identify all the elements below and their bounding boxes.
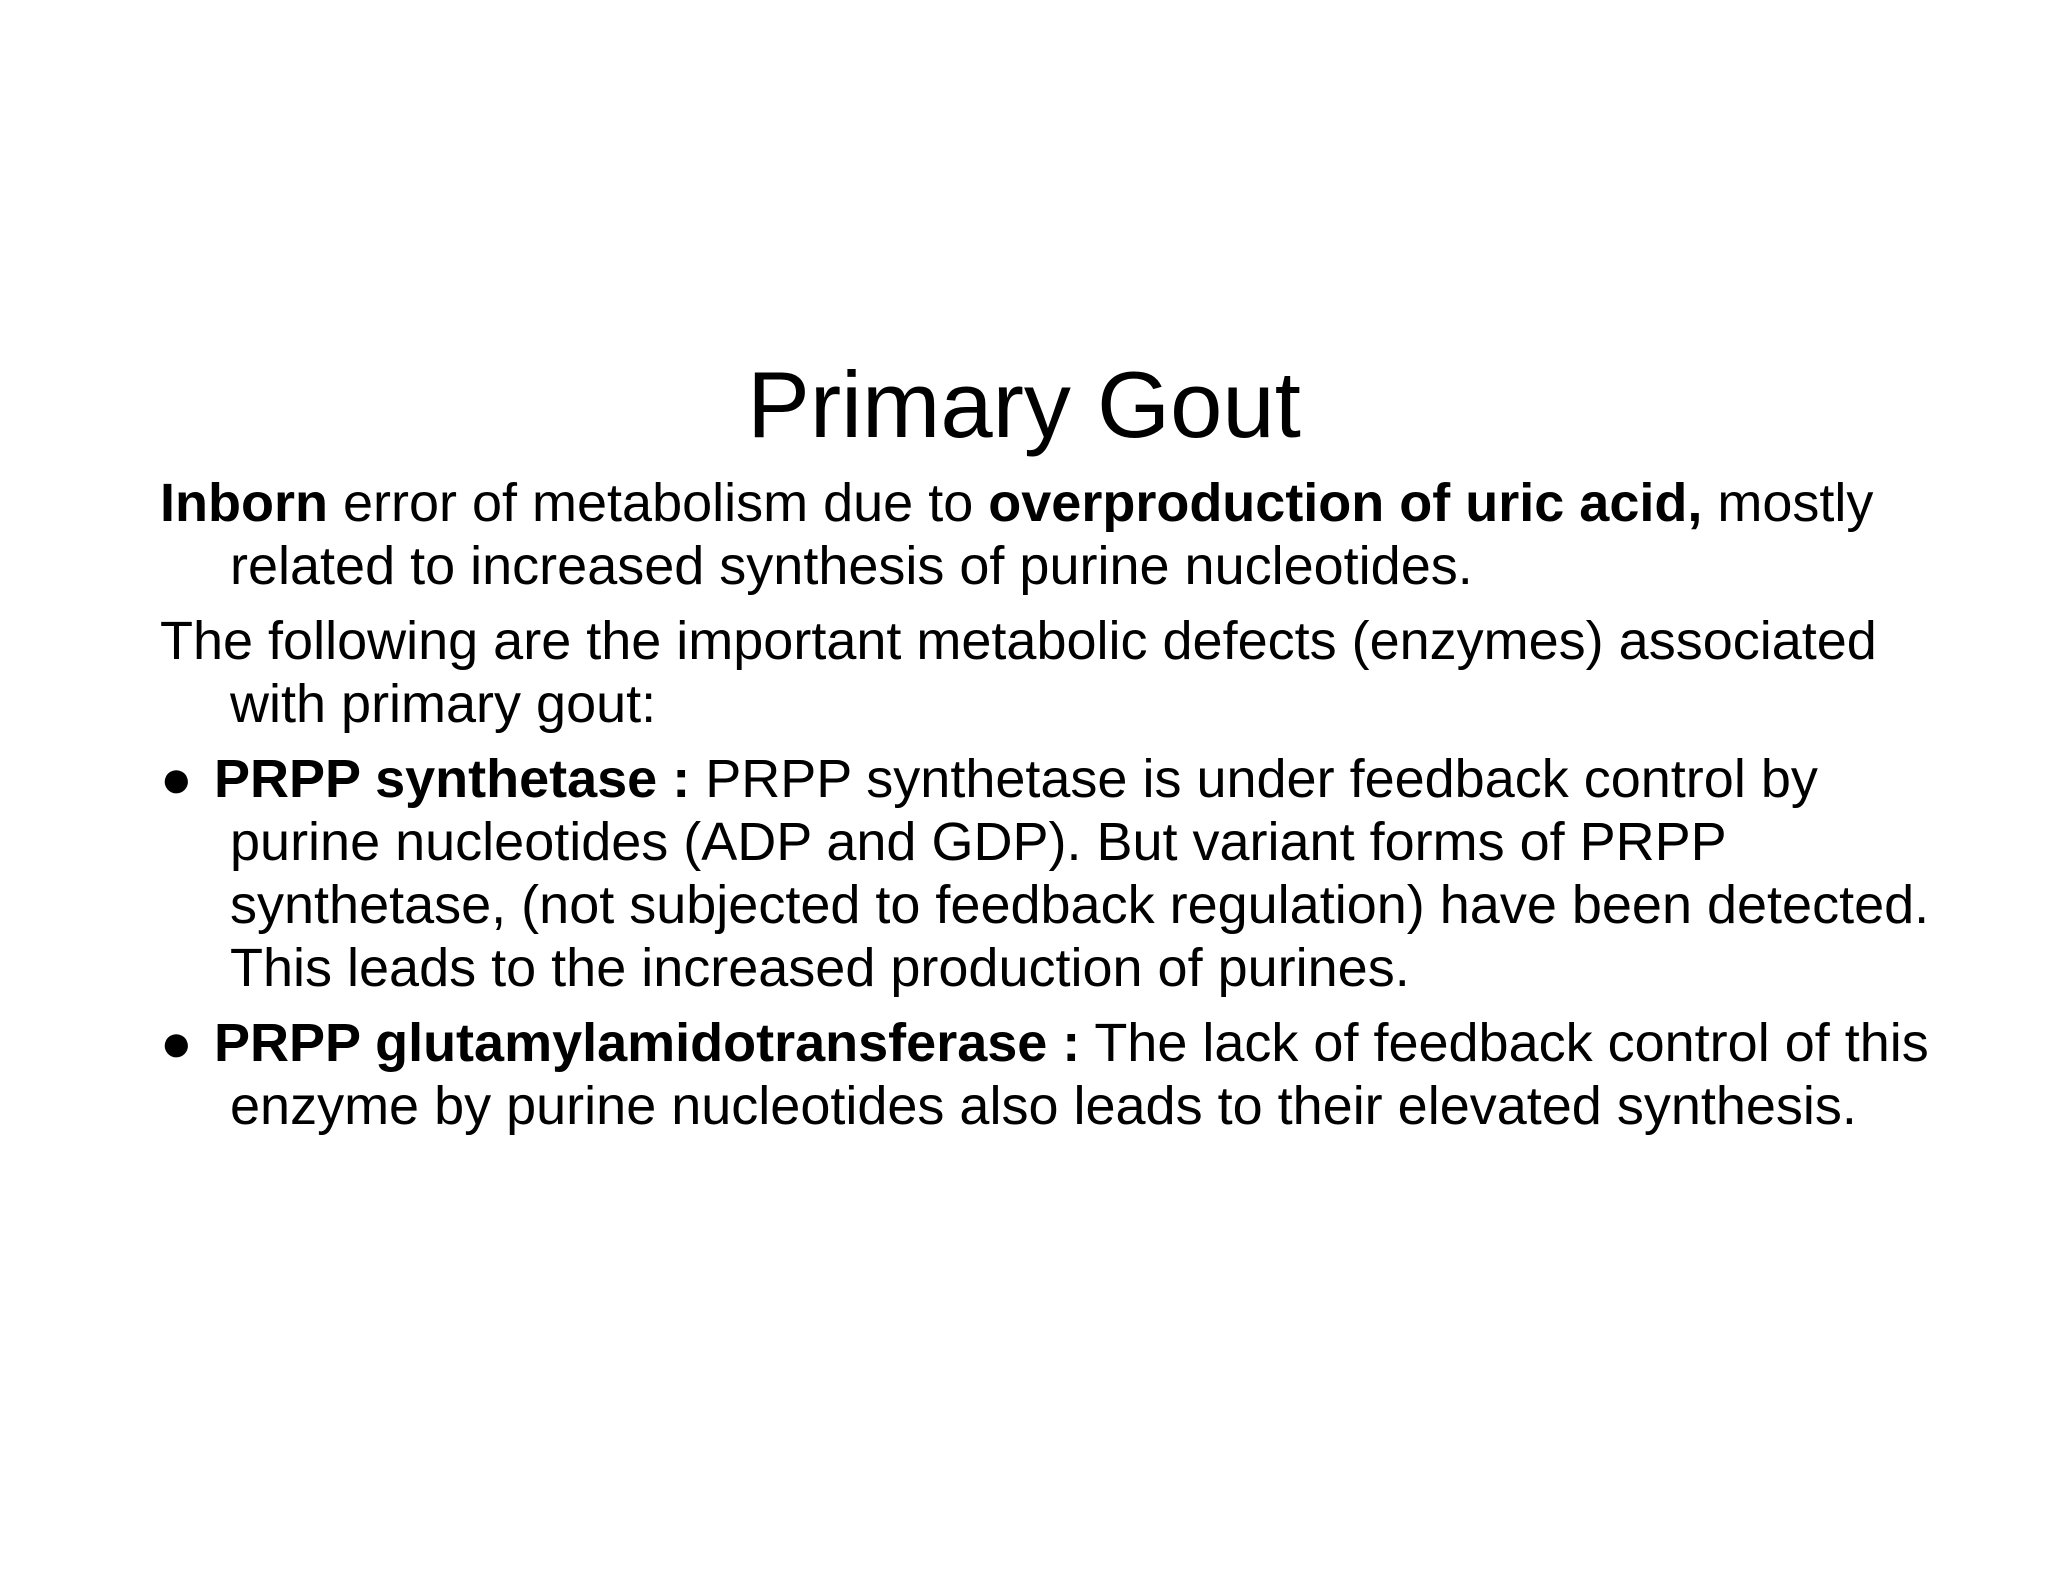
paragraph-inborn-error — [160, 472, 1940, 598]
paragraph-text: The following are the important metabolic defects (enzymes) associated with primary gout: — [160, 611, 1877, 734]
bullet-icon: ● — [160, 749, 193, 809]
bullet-term: PRPP synthetase : — [214, 749, 691, 809]
bullet-text: PRPP synthetase is under feedback control by purine nucleotides (ADP and GDP). But variant forms of PRPP synthetase, (not subjected to feedback regulation) have been detected. This leads to the increased production of purines. — [230, 749, 1930, 998]
slide-body — [160, 472, 1940, 1150]
bullet-item-prpp-glutamylamidotransferase — [160, 1012, 1940, 1138]
bullet-text: The lack of feedback control of this enzyme by purine nucleotides also leads to their elevated synthesis. — [230, 1013, 1929, 1136]
bullet-item-prpp-synthetase — [160, 748, 1940, 1000]
bullet-term: PRPP glutamylamidotransferase : — [214, 1013, 1081, 1073]
paragraph-text: error of metabolism due to — [327, 473, 989, 533]
bold-term-inborn: Inborn — [160, 473, 328, 533]
paragraph-metabolic-defects — [160, 610, 1940, 736]
bold-term-overproduction: overproduction of uric acid, — [988, 473, 1703, 533]
paragraph-text: mostly related to increased synthesis of purine nucleotides. — [230, 473, 1874, 596]
slide-title: Primary Gout — [747, 352, 1301, 457]
bullet-icon: ● — [160, 1013, 193, 1073]
